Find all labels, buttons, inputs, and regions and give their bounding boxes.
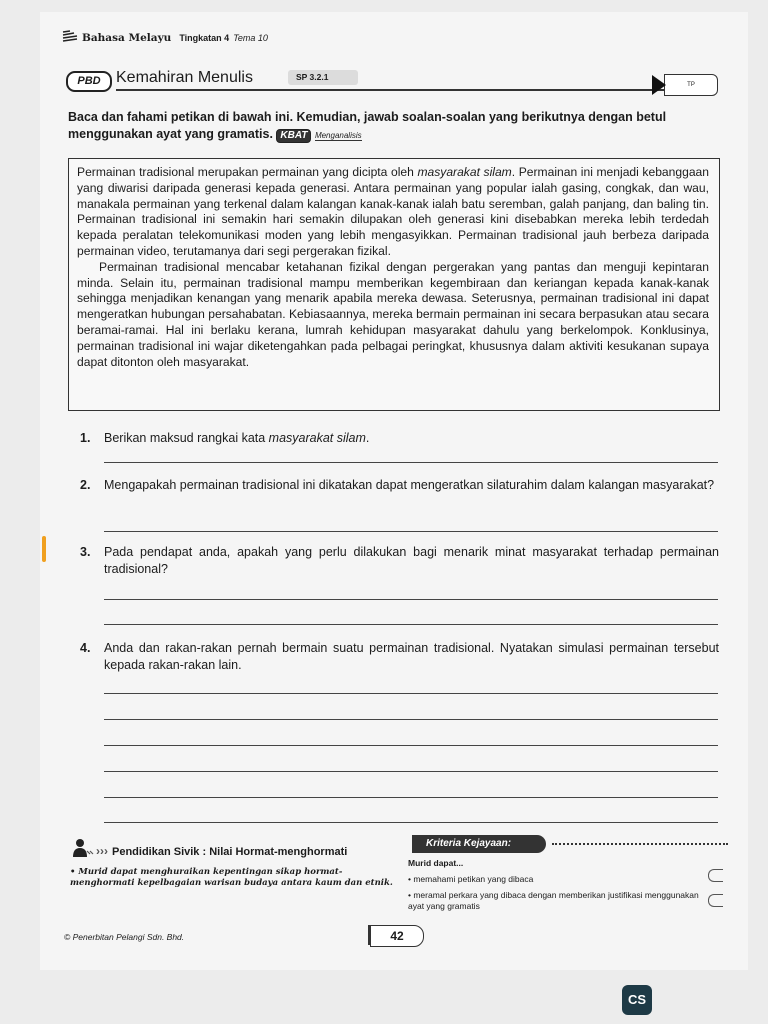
passage-term: masyarakat silam (417, 165, 512, 179)
book-lines-icon (62, 30, 78, 42)
tp-box: TP (664, 74, 718, 96)
criteria-item: • meramal perkara yang dibaca dengan memberikan justifikasi menggunakan ayat yang gramatis (408, 890, 699, 911)
passage-paragraph-1 (77, 165, 709, 260)
form-label: Tingkatan 4 (179, 33, 230, 43)
question-number: 1. (80, 431, 91, 445)
question-text: Anda dan rakan-rakan pernah bermain suatu permainan tradisional. Nyatakan simulasi permainan tersebut kepada rakan-rakan lain. (104, 641, 719, 672)
answer-line[interactable] (104, 624, 718, 625)
section-title: Kemahiran Menulis (116, 69, 253, 86)
answer-line[interactable] (104, 599, 718, 600)
answer-line[interactable] (104, 719, 718, 720)
civic-text-body: Murid dapat menghuraikan kepentingan sikap hormat-menghormati kepelbagaian warisan budaya antara kaum dan etnik. (70, 867, 393, 888)
title-rule (116, 89, 664, 91)
check-box[interactable] (708, 869, 723, 882)
dotted-divider (552, 843, 728, 845)
kbat-badge: KBAT (276, 129, 311, 143)
passage-box (68, 158, 720, 411)
civic-title-text: Pendidikan Sivik : Nilai Hormat-menghormati (112, 846, 348, 858)
theme-label: Tema 10 (233, 33, 268, 43)
camscanner-logo: CS (622, 985, 652, 1015)
criteria-intro: Murid dapat... (408, 858, 464, 868)
instruction (68, 109, 718, 144)
question-text: Mengapakah permainan tradisional ini dikatakan dapat mengeratkan silaturahim dalam kalangan masyarakat? (104, 478, 715, 492)
answer-line[interactable] (104, 462, 718, 463)
answer-line[interactable] (104, 771, 718, 772)
check-box[interactable] (708, 894, 723, 907)
criteria-item: • memahami petikan yang dibaca (408, 874, 534, 884)
question-text: Pada pendapat anda, apakah yang perlu dilakukan bagi menarik minat masyarakat terhadap permainan tradisional? (104, 545, 719, 576)
question-term: masyarakat silam (268, 431, 366, 445)
kbat-skill: Menganalisis (314, 131, 362, 140)
passage-paragraph-2: Permainan tradisional mencabar ketahanan fizikal dengan pergerakan yang pantas dan menguji kepintaran minda. Selain itu, permainan tradisional mampu memberikan kegembiraan dan keriangan kepada kanak-kanak sehingga menjadikan kenangan yang menarik apabila mereka dewasa. Seterusnya, permainan tradisional ini dapat mengeratkan hubungan persahabatan. Kebiasaannya, mereka bermain permainan ini secara berpasukan atau secara beramai-ramai. Hal ini berlaku kerana, lumrah kehidupan masyarakat dahulu yang berkelompok. Konklusinya, permainan tradisional ini wajar diketengahkan pada pelbagai peringkat, khususnya dalam aktiviti kesukanan supaya dapat ditonton oleh masyarakat. (77, 259, 709, 369)
question-text-part: . (365, 431, 370, 445)
answer-line[interactable] (104, 531, 718, 532)
passage-text: Permainan tradisional merupakan permainan yang dicipta oleh (77, 165, 418, 179)
criteria-title: Kriteria Kejayaan: (412, 835, 546, 853)
pbd-badge: PBD (66, 71, 112, 92)
answer-line[interactable] (104, 822, 718, 823)
criteria-text: meramal perkara yang dibaca dengan memberikan justifikasi menggunakan ayat yang gramatis (408, 890, 699, 911)
tp-arrow-icon (652, 75, 666, 95)
workbook-page (40, 12, 748, 970)
copyright: © Penerbitan Pelangi Sdn. Bhd. (64, 932, 185, 942)
page-header (62, 30, 268, 44)
civic-text: • Murid dapat menghuraikan kepentingan sikap hormat-menghormati kepelbagaian warisan budaya antara kaum dan etnik. (70, 867, 393, 888)
question-number: 2. (80, 478, 91, 492)
subject-label: Bahasa Melayu (82, 32, 172, 44)
instruction-text: Baca dan fahami petikan di bawah ini. Kemudian, jawab soalan-soalan yang berikutnya dengan betul menggunakan ayat yang gramatis. (68, 110, 667, 141)
question-number: 4. (80, 641, 91, 655)
question-text-part: Berikan maksud rangkai kata (104, 431, 269, 445)
question-text (104, 430, 719, 447)
criteria-text: memahami petikan yang dibaca (413, 874, 534, 884)
answer-line[interactable] (104, 693, 718, 694)
highlighter-mark (42, 536, 46, 562)
sp-code-tag: SP 3.2.1 (288, 70, 358, 85)
page-number: 42 (370, 925, 424, 947)
answer-line[interactable] (104, 745, 718, 746)
question-number: 3. (80, 545, 91, 559)
answer-line[interactable] (104, 797, 718, 798)
passage-text: . Permainan ini menjadi kebanggaan yang diwarisi daripada generasi kepada generasi. Antara permainan yang popular ialah gasing, congkak, dan wau, manakala permainan yang terkenal dalam kalangan kanak-kanak ialah batu seremban, galah panjang, dan baling tin. Permainan tradisional ini semakin hari semakin dilupakan oleh generasi kini disebabkan mereka lebih terdedah kepada peralatan telekomunikasi moden yang lebih mengasyikkan. Permainan tradisional jauh berbeza daripada permainan video, terutamanya dari segi pergerakan fizikal. (77, 165, 709, 258)
chevron-right-icon: ››› (96, 844, 108, 858)
person-icon (72, 838, 92, 858)
civic-title (96, 844, 347, 858)
